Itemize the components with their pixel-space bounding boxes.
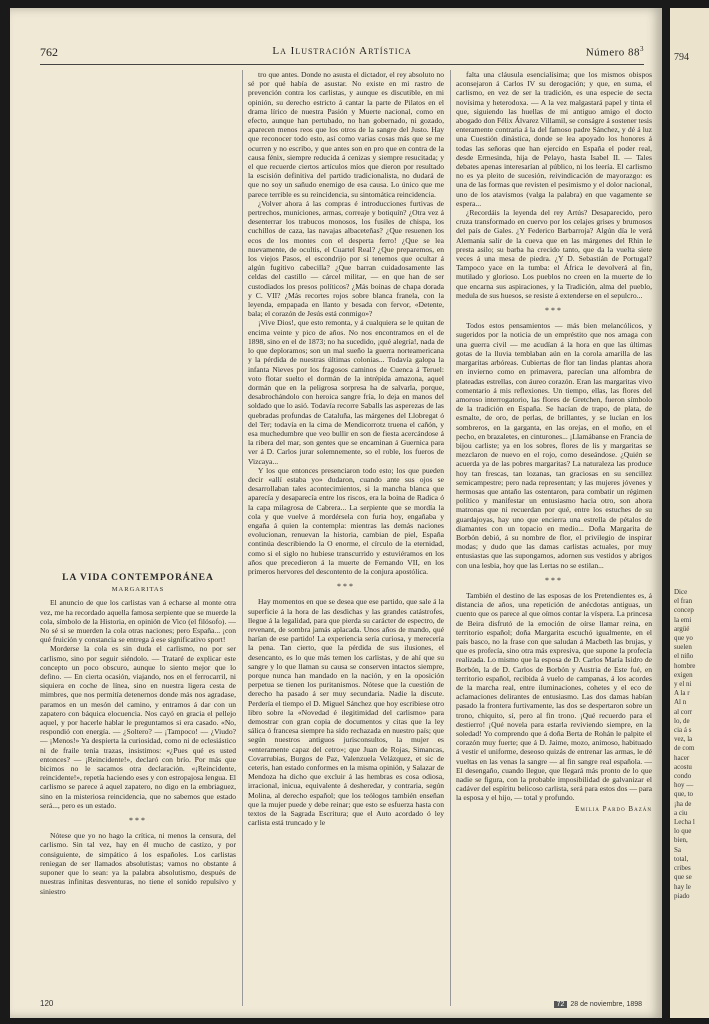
next-page-line: hoy — [674,781,694,790]
section-title: LA VIDA CONTEMPORÁNEA [62,573,214,583]
next-page-number: 794 [674,52,689,63]
paragraph: Y los que entonces presenciaron todo esto; los que pueden decir «allí estaba yo» dudaron, cuando ante sus ojos se desarrollaban tales acontecimientos, si la mancha blanca que aparecía y desaparecía entre los riscos, era la boina de Radica ó la capa milagrosa de Cabrera... La serpiente que se mordía la cola y que vuelve á mordérsela con furia hoy, engañaba y engaña á quien la contempla: mientras las demás naciones evolucionan, renuevan la historia, cambian de piel, España continúa describiendo la O enorme, el círculo de la eternidad, como si el siglo no hubiese transcurrido y estuviéramos en los años que precedieron á la muerte de Fernando VII, en los primeros hervores del descontento de la conjura apostólica. [248,465,444,576]
paragraph: Todos estos pensamientos — más bien melancólicos, y sugeridos por la noticia de un empréstito que nos amaga con una guerra civil — me acudían á la hora en que las últimas gotas de la lluvia temblaban aún en la corola amarilla de las margaritas arbóreas. Cubiertas de flor tan lindas plantas ahora en invierno como en primavera, parecían una alfombra de plateadas estrellas, con áureo corazón. Eran las margaritas vivo comentario á mis reflexiones. Un tiempo, ellas, las flores del amoroso interrogatorio, las flores de Gretchen, fueron símbolo de la tradición en España. Se hacían de trapo, de plata, de esmalte, de oro, de perlas, de brillantes, y se lucían en los sombreros, en la garganta, en las orejas, en el moño, en el pecho, en brazaletes, en cinturones... ¡Llamábanse en Francia de bijou carliste; ya en los sobres, flores de lis y margaritas se mezclaron de nuevo en el rojo, como deseándose. ¿Quién se acuerda ya de las pobres margaritas? La naturaleza las produce hoy tan frescas, tan lozanas, tan graciosas en su sencillez semicampestre; pero nada representan; y las mujeres jóvenes y hermosas que antaño las ostentaron, para combatir un régimen político y manifestar un entusiasmo hacia otro, son ahora matronas que ni recuerdan por qué, entre los estuches de su guardajoyas, hay uno que encierra una estrella de pétalos de diamantes con un topacio en medio... Doña Margarita de Borbón debió, á su nombre de flor, el privilegio de inspirar modas; y dudo que las damas carlistas actuales, por muy entusiastas que las supongamos, adornen sus vestidos y abrigos con una lesbia, hoy que las Lertas no se estilan... [456,321,652,570]
next-page-line: a ciu [674,808,688,817]
next-page-line: hombre [674,661,696,670]
next-page-line: concep [674,606,694,615]
section-subtitle: MARGARITAS [111,586,165,594]
footer-date-text: 28 de noviembre, 1898 [570,1001,642,1008]
next-page-line: Sa [674,845,681,854]
next-page-line: que yo [674,634,693,643]
next-page-line: al corr [674,707,693,716]
next-page-line: el fran [674,597,693,606]
section-separator: *** [545,306,563,316]
next-page-line: Dice [674,588,688,596]
next-page-line: argüé [674,624,690,633]
paragraph: El anuncio de que los carlistas van á echarse al monte otra vez, me ha recordado aquella famosa serpiente que se muerde la cola, símbolo de la Historia, en opinión de Vico (el filósofo). — No sé si se muerden la cola otras naciones; pero España... ¡con qué fruición y constancia se entrega á ese significativo sport! [40,598,236,645]
blank-space [40,70,236,570]
section-separator: *** [129,816,147,826]
footer-date [554,1001,642,1008]
paragraph: También el destino de las esposas de los Pretendientes es, á distancia de años, una repetición de anécdotas antiguas, un cuento que os parece al que oímos contar la víspera. La princesa de Beira disfrutó de la emoción de oírse llamar reina, en territorio español; doña Margarita escuchó igualmente, en el país basco, no la frase con que saludan á Macbeth las brujas, y que es profecía, sino otra más expresiva, que supone la profecía realizada. Lo mismo que la esposa de D. Carlos María Isidro de Borbón, la de D. Carlos de Borbón y Austria de Este fué, en territorio español, recibida á vuelo de campanas, á los acordes de la marcha real, entre iluminaciones, cohetes y el eco de aclamaciones delirantes de entusiasmo. Las dos damas habían pasado la frontera furtivamente, las dos se despertaron sobre un trono, chiquito, sí, pero al fin trono. ¡Qué recuerdo para el destierro! ¡Qué novela para estarla reviviendo siempre, en la soledad! Yo comprendo que á doña Berta de Rohán le palpite el corazón muy fuerte; que á D. Jaime, mozo, animoso, habituado á vestir el uniforme, deseoso quizás de entrenar las armas, le dé vueltas en las venas la sangre — al fin sangre real española. — El desengaño, cuando llegue, que llegará más pronto de lo que nadie se figura, con la probable imposibilidad de galvanizar el cadáver del espíritu belicoso carlista, será para estos dos — para la esposa y el hijo, — total y profundo. [456,590,652,803]
next-page-line: acostu [674,762,692,771]
column-3 [456,70,652,1006]
next-page-line: de com [674,744,695,753]
publication-title: La Ilustración Artística [272,45,412,57]
next-page-line: Al n [674,698,687,707]
author-signature: Emilia Pardo Bazán [575,804,652,813]
footer-page-number: 120 [40,999,54,1008]
next-page-line: exigen [674,670,693,679]
next-page-line: cia á s [674,726,692,735]
next-page-line: vez, la [674,735,693,744]
paragraph: Hay momentos en que se desea que ese partido, que sale á la superficie á la hora de las desdichas y las grandes catástrofes, llegue á la legalidad, para que pierda su carácter de espectro, de revenant, de sombra jamás aplacada. Unos años de mando, qué harían de ese partido! La experiencia sería curiosa, y merecería la pena. Tan cierto, que la pérdida de sus ilusiones, el desencanto, es lo que más temen los carlistas, y de ahí que su sangre y lo que llaman su causa se conserven intactos siempre, porque nunca han mandado en la nación, y en la oposición perpetua se tienen los puritanismos. Nótese que la cuestión de derecho ha pasado á ser muy secundaria. Nadie la discute. Perdería el tiempo el D. Miguel Sánchez que hoy escribiese otro libro sobre la «Novedad é ilegitimidad del carlismo» para demostrar con gran copia de documentos y citas que la ley sálica ó francesa siempre ha sido rechazada en nuestro país; que según nuestros antiguos jurisconsultos, la mujer es «enteramente capaz del cetro»; que Juan de Rojas, Simancas, Covarrubias, Burgos de Paz, Valenzuela Velázquez, et sic de ceteris, han estado conformes en la misma opinión, y Salazar de Mendoza ha dicho que excluir á las hembras es cosa odiosa, irracional, inicua, equivalente á desheredar, y contraria, según Molina, al derecho español; que los teólogos también enseñan que la mujer puede y debe reinar; que esto se esfuerza hasta con textos de la Sagrada Escritura; que el Auto acordado ó ley carlista está truncado y le [248,597,444,828]
next-page-line: suelen [674,643,692,652]
page-header [40,45,644,61]
column-divider [450,70,451,1006]
next-page-line: bien, [674,836,688,845]
next-page-line: Lecha l [674,818,695,827]
footer-badge: 72 [554,1001,568,1008]
next-page-line: hacer [674,753,690,762]
next-page-line: que, to [674,790,694,799]
next-page-line: ¡ha de [674,799,692,808]
next-page-line: A la r [674,689,690,698]
paragraph: ¿Volver ahora á las compras é introducciones furtivas de pertrechos, municiones, armas, correaje y botiquín? ¿Otra vez á desenterrar los trabucos monosos, los fusiles de chispa, los cuchillos de caza, las navajas albaceteñas? ¿Que resuenen los ecos de los montes con el desperta ferro! ¿Que se lea nuevamente, de ocultis, el Cuartel Real? ¿Que preparemos, en los viejos Pasos, el escondrijo por si tenemos que ocultar á algún fugitivo cabecilla? ¿Que barran cuidadosamente las celdas del castillo — cárcel militar, — en que han de ser custodiados los presos políticos? ¿Más boinas de chapa dorada y C. VII? ¿Más recortes rojos sobre blanca franela, con la leyenda, empapada en llanto y besada con fervor, «Detente, bala; el corazón de Jesús está conmigo»? [248,198,444,319]
paragraph: Morderse la cola es sin duda el carlismo, no por ser carlismo, sino por seguir siéndolo. — Trataré de explicar este concepto un poco obscuro, aunque lo siento mejor que lo defino. — En cierta ocasión, viajando, nos en el ferrocarril, ni siquiera en coche de línea, sino en nuestra ligera cesta de mimbres, que nos permitía detenernos donde más nos agradase, paramos en un mesón del camino, y entramos á dar con un zapatero con báquica elocuencia. Nos cayó en gracia el pellejo aquel, y por hacerle hablar le preguntamos si era casado. «No, respondió con energía. — ¿Soltero? — ¡Tampoco! — ¿Viudo? — ¡Menos!» Ya despierta la curiosidad, como ni de eclesiástico ni de fraile tenía trazas, insistimos: «¿Pues qué es usted entonces? — ¡Reincidente!», declaró con brío. Por más que bicimos no le sacamos otra declaración. «¡Reincidente, reincidente!», repetía haciendo eses y con estropajosa lengua. El carlismo se parece á aquel zapatero, no digo en la embriaguez, sino en la misteriosa reincidencia, que no sabemos que estado será..., pero es un estado. [40,644,236,810]
next-page-edge [670,8,709,1018]
paragraph: ¿Recordáis la leyenda del rey Artús? Desaparecido, pero cruza transformado en cuervo por los celajes grises y brumosos del país de Gales. ¿Y Federico Barbarroja? Algún día le verá Alemania salir de la cueva que en las márgenes del Rhin le presta asilo; su barba ha crecido tanto, que da la vuelta siete veces á una mesa de piedra. ¿Y D. Sebastián de Portugal? Tampoco yace en la tumba: el África le devolverá al fin, mutilado y glorioso. Los pueblos no creen en la muerte de lo que encarna sus aspiraciones, y la Tradición, alma del pueblo, medula de sus huesos, se resiste á extenderse en el sepulcro... [456,208,652,300]
next-page-line: que se [674,873,692,882]
magazine-page [10,8,662,1018]
next-page-text [674,588,708,901]
column-1 [40,70,236,1006]
column-3-body [456,70,652,803]
next-page-line: el niño [674,652,694,661]
next-page-line: lo que [674,827,692,836]
next-page-line: piado [674,891,690,900]
column-divider [242,70,243,1006]
header-rule [40,64,644,65]
paragraph: Nótese que yo no hago la crítica, ni menos la censura, del carlismo. Sin tal vez, hay en él mucho de castizo, y por consiguiente, de simpático á los españoles. Los carlistas reniegan de ser llamados absolutistas; vamos no obstante á suponer que lo sean: ya la palabra absolutismo, después de nuestras infinitas desventuras, no tiene el sonido repulsivo y siniestro [40,831,236,896]
issue-number: Número $88^3$ [585,45,644,59]
column-1-body [40,598,236,895]
next-page-line: lo, de [674,716,690,725]
paragraph: tro que antes. Donde no asusta el dictador, el rey absoluto no sé por qué había de asustar. No existe en mi rastro de prevención contra los carlistas, y aunque es discutible, en mi opinión, su derecho estricto á cantar la parte de Pilatos en el drama lírico de nuestra Pasión y Muerte nacional, como en efecto, aunque han pertubado, no han gobernado, ni gozado, aparecen menos reos que los otros de la sangre del Justo. Hay que reconocer todo esto, así como varias cosas más que se me ocurren y no escribo, y que antes son en pro que en contra de la causa fénix, siempre reducida á cenizas y siempre resucitada; y el que recuerde ciertos artículos míos que dieron por resultado la escisión definitiva del partido tradicionalista, no dudará de que no soy un sañudo enemigo de esa causa. Lo único que me parece terrible es su reincidencia, su sintomática reincidencia. [248,70,444,199]
paragraph: falta una cláusula esencialísima; que los mismos obispos aconsejaron á Carlos IV su derogación; y que, en suma, el carlismo, en vez de ser la tradición, es una especie de secta novísima y heterodoxa. — A la vez malgastará papel y tinta el que, siguiendo las huellas de mi antiguo amigo el docto abogado don Félix Álvarez Villamil, se conságre á sostener tesis enteramente contraria á la del famoso padre Sánchez, y dé á luz una Cuestión dinástica, donde se lea apoyado los honores á todas las señoras que han ejercido en España el poder real, desde Ermesinda, hija de Pelayo, hasta Isabel II. — Tales debates apenas interesarían al público, ni los leería. El carlismo no es ya pleito de sucesión, reivindicación de mayorazgo: es una de las formas que revisten el pesimismo y el dolor nacional, uno de los atavismos (valga la palabra) en que vagamente se espera... [456,70,652,208]
section-separator: *** [337,582,355,592]
next-page-line: y el ni [674,680,692,689]
next-page-line: total, [674,854,689,863]
next-page-line: cribes [674,864,691,873]
next-page-line: la emi [674,615,692,624]
page-number: 762 [40,45,58,59]
paragraph: ¡Vive Dios!, que esto remonta, y á cualquiera se le quitan de encima veinte y pico de años. No nos encontramos en el de 1898, sino en el de 1873; no ha sucedido, ¡qué alegría!, nada de lo que deploramos; son un mal sueño la guerra norteamericana y la pérdida de nuestras últimas colonias... Todavía galopa la infanta Nieves por los fragosos caminos de Cuenca á Teruel: voto flotar suelto el dormán de la intrépida amazona, aquel dormán que en la peligrosa sorpresa ha de salvarla, porque, desabrochándolo con heroica sangre fría, lo deja en manos del soldado que lo asió. Todavía recorre Saballs las asperezas de las quebradas profundas de Cataluña, las márgenes del Llobregat ó del Ter; todavía en la cima de Mendicorrotz truena el cañón, y esa muchedumbre que veo bullir en son de fiesta acercándose á la ribera del mar, son gentes que se encaminan á Guernica para ver á D. Carlos jurar solemnemente, so el roble, los fueros de Vizcaya... [248,318,444,466]
next-page-line: hay le [674,882,691,891]
next-page-line: condo [674,772,692,781]
column-2 [248,70,444,1006]
section-separator: *** [545,575,563,585]
